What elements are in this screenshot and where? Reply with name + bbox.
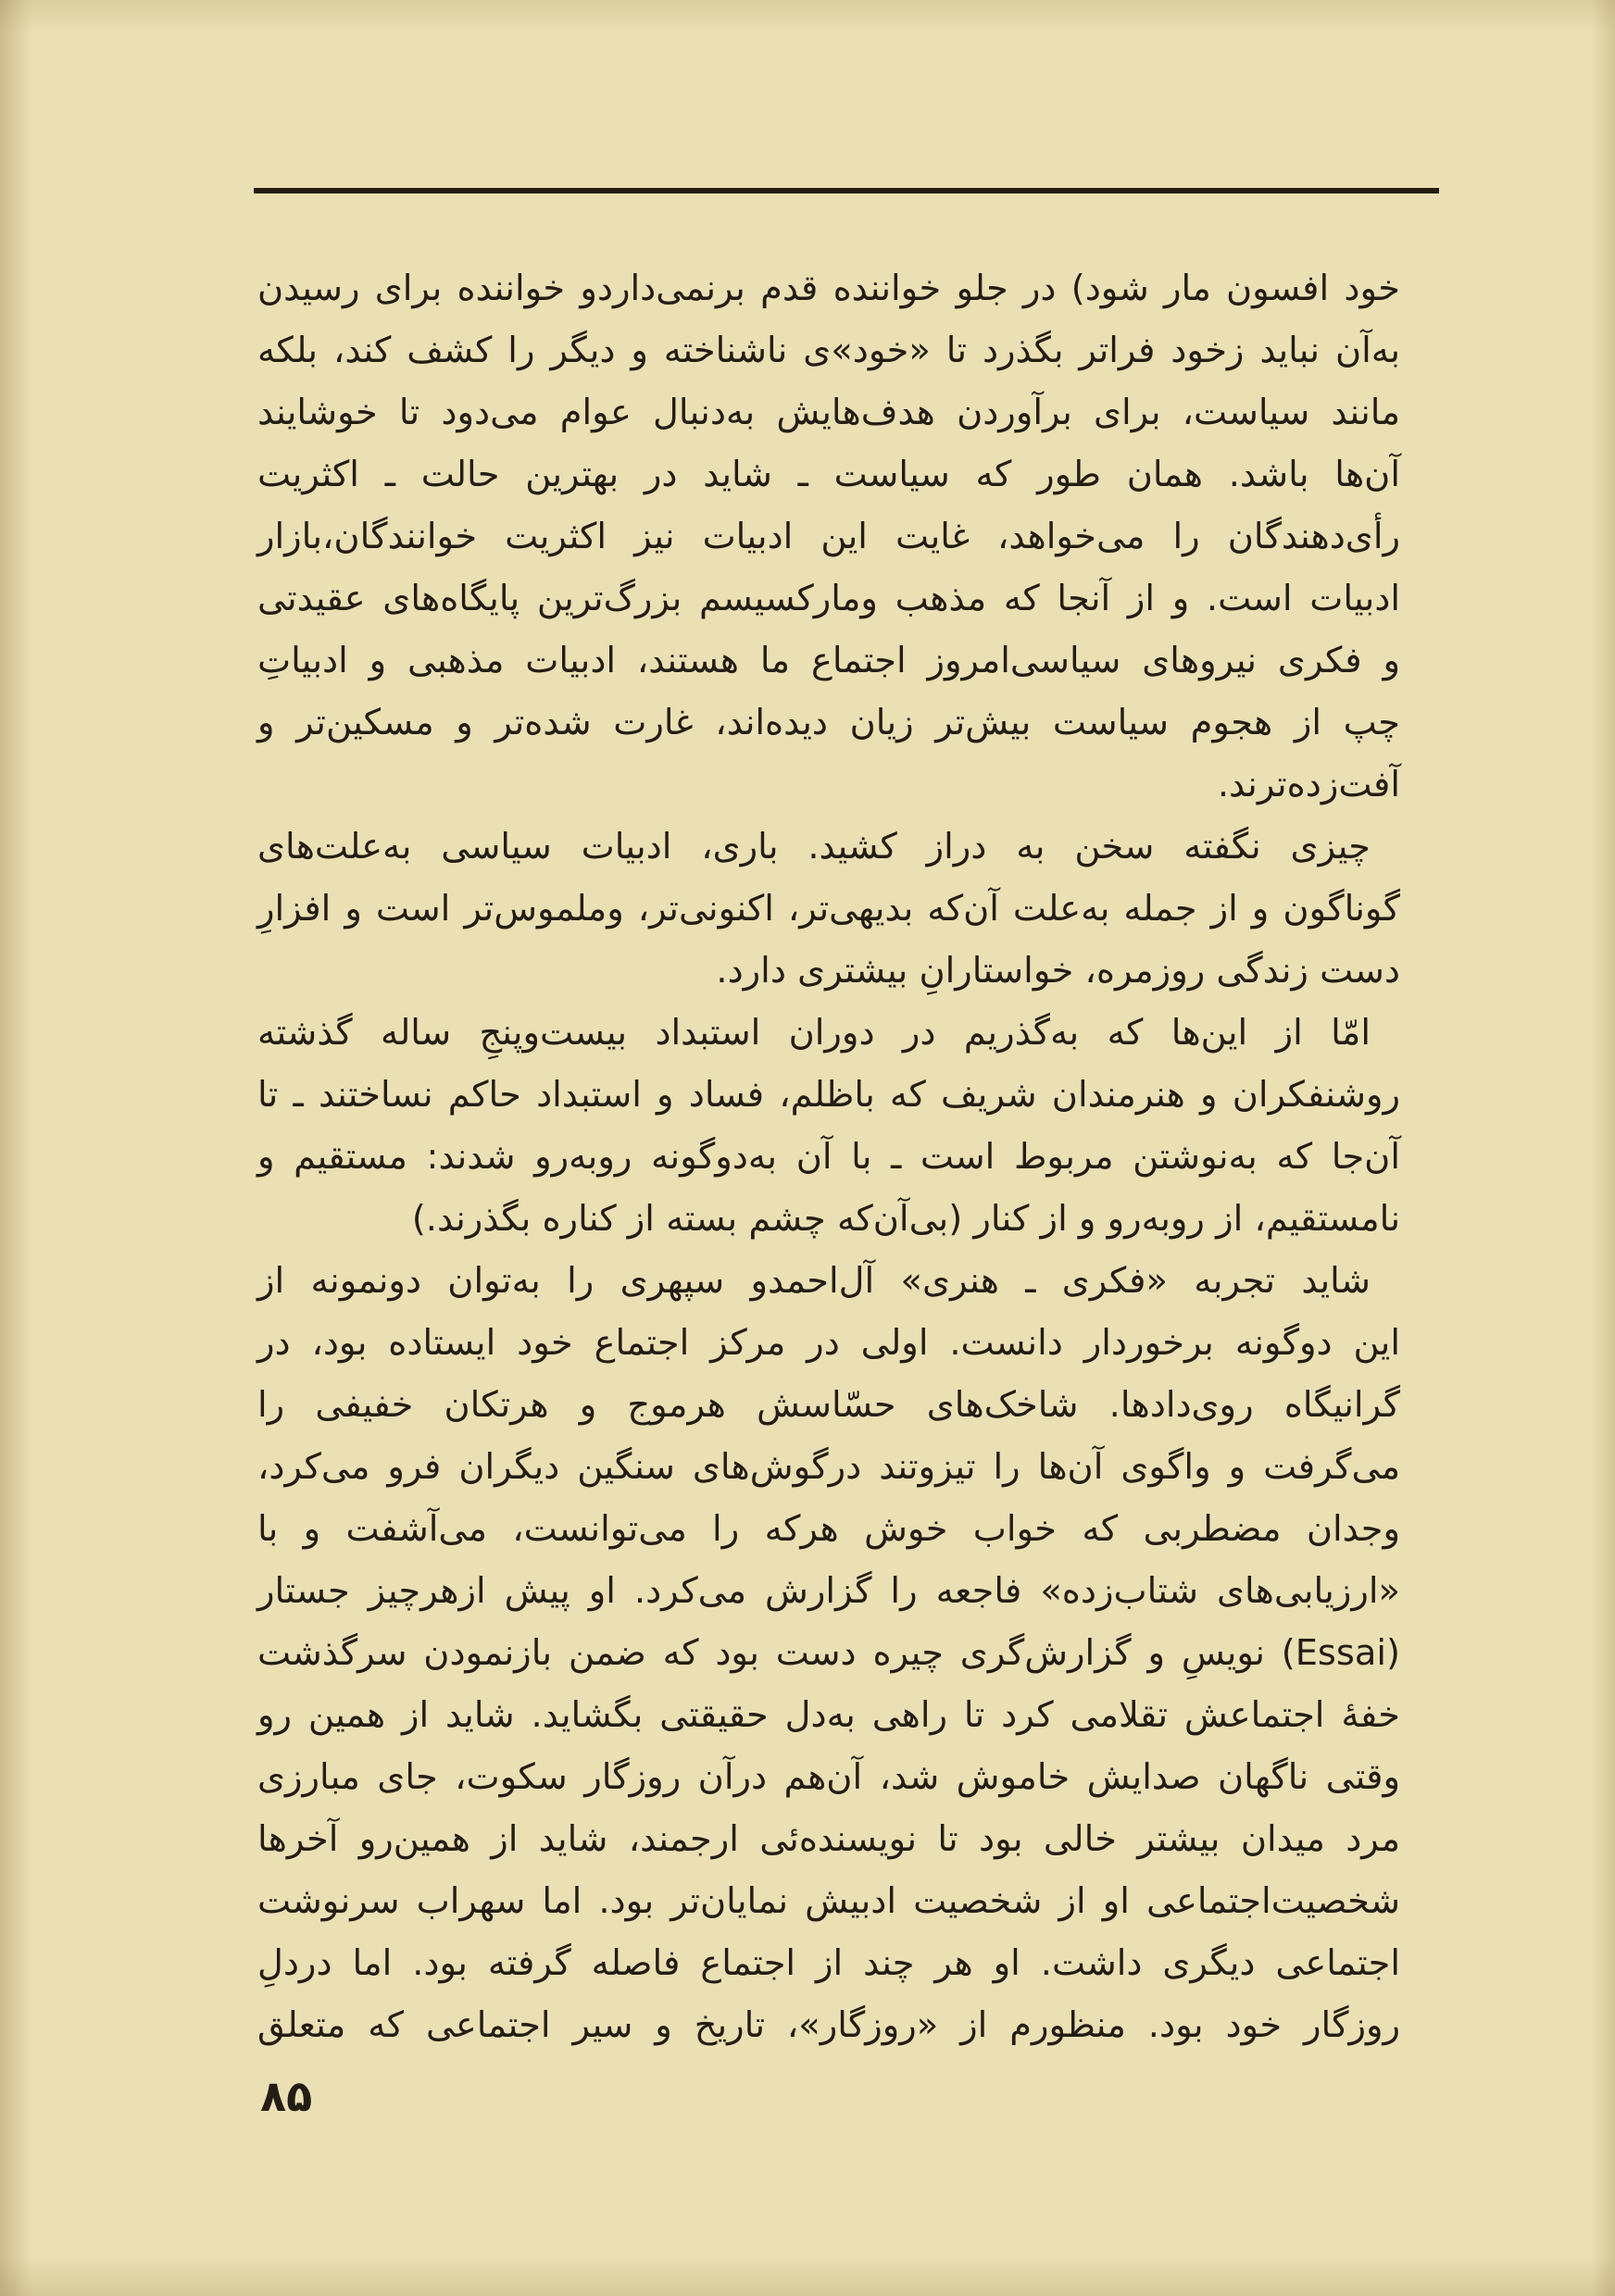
paragraph (257, 816, 1400, 1002)
paragraph (257, 1002, 1400, 1250)
text-line: آن‌ها باشد. همان طور که سیاست ـ شاید در بهترین حالت ـ اکثریت (257, 454, 1400, 495)
text-line: آفت‌زده‌ترند. (1217, 764, 1400, 805)
text-line: وقتی ناگهان صدایش خاموش شد، آن‌هم درآن روزگار سکوت، جای مبارزی (257, 1756, 1400, 1798)
text-line: خود افسون مار شود) در جلو خواننده قدم برنمی‌داردو خواننده برای رسیدن (257, 268, 1400, 309)
text-line: آن‌جا که به‌نوشتن مربوط است ـ با آن به‌دوگونه روبه‌رو شدند: مستقیم و (257, 1136, 1400, 1178)
text-line: نامستقیم، از روبه‌رو و از کنار (بی‌آن‌که چشم بسته از کناره بگذرند.) (411, 1198, 1400, 1240)
paragraph (257, 1250, 1400, 2056)
text-body (257, 257, 1400, 2056)
text-line: امّا از این‌ها که به‌گذریم در دوران استبداد بیست‌وپنجِ ساله گذشته (257, 1012, 1371, 1054)
text-line: و فکری نیروهای سیاسی‌امروز اجتماع ما هستند، ادبیات مذهبی و ادبیاتِ (257, 640, 1400, 681)
text-line: وجدان مضطربی که خواب خوش هرکه را می‌توانست، می‌آشفت و با (257, 1508, 1400, 1550)
text-line: گوناگون و از جمله به‌علت آن‌که بدیهی‌تر، اکنونی‌تر، وملموس‌تر است و افزارِ (257, 888, 1400, 930)
text-line: (Essai) نویسِ و گزارش‌گری چیره دست بود که ضمن بازنمودن سرگذشت (257, 1632, 1400, 1674)
text-line: چیزی نگفته سخن به دراز کشید. باری، ادبیات سیاسی به‌علت‌های (257, 826, 1371, 867)
text-line: رأی‌دهندگان را می‌خواهد، غایت این ادبیات نیز اکثریت خوانندگان،بازار (257, 516, 1400, 557)
text-line: شخصیت‌اجتماعی او از شخصیت ادبیش نمایان‌تر بود. اما سهراب سرنوشت (257, 1880, 1400, 1922)
text-line: اجتماعی دیگری داشت. او هر چند از اجتماع فاصله گرفته بود. اما دردلِ (257, 1942, 1400, 1984)
text-line: «ارزیابی‌های شتاب‌زده» فاجعه را گزارش می‌کرد. او پیش ازهرچیز جستار (257, 1570, 1400, 1612)
text-line: روشنفکران و هنرمندان شریف که باظلم، فساد و استبداد حاکم نساختند ـ تا (257, 1074, 1400, 1116)
paragraph (257, 257, 1400, 816)
text-line: چپ از هجوم سیاست بیش‌تر زیان دیده‌اند، غارت شده‌تر و مسکین‌تر و (257, 702, 1400, 743)
text-line: ادبیات است. و از آنجا که مذهب ومارکسیسم بزرگ‌ترین پایگاه‌های عقیدتی (257, 578, 1400, 619)
text-line: می‌گرفت و واگوی آن‌ها را تیزوتند درگوش‌های سنگین دیگران فرو می‌کرد، (257, 1446, 1400, 1488)
header-rule (254, 188, 1439, 193)
text-line: مرد میدان بیشتر خالی بود تا نویسنده‌ئی ارجمند، شاید از همین‌رو آخرها (257, 1818, 1400, 1860)
text-line: دست زندگی روزمره، خواستارانِ بیشتری دارد. (716, 950, 1400, 992)
text-line: این دوگونه برخوردار دانست. اولی در مرکز اجتماع خود ایستاده بود، در (257, 1322, 1400, 1364)
text-line: گرانیگاه روی‌دادها. شاخک‌های حسّاسش هرموج و هرتکان خفیفی را (257, 1384, 1400, 1426)
page-number: ۸۵ (260, 2071, 313, 2121)
text-line: روزگار خود بود. منظورم از «روزگار»، تاریخ و سیر اجتماعی که متعلق (257, 2004, 1400, 2046)
text-line: به‌آن نباید زخود فراتر بگذرد تا «خود»ی ناشناخته و دیگر را کشف کند، بلکه (257, 330, 1400, 371)
text-line: مانند سیاست، برای برآوردن هدف‌هایش به‌دنبال عوام می‌دود تا خوشایند (257, 392, 1400, 433)
text-line: شاید تجربه «فکری ـ هنری» آل‌احمدو سپهری را به‌توان دونمونه از (257, 1260, 1371, 1302)
text-line: خفهٔ اجتماعش تقلامی کرد تا راهی به‌دل حقیقتی بگشاید. شاید از همین رو (257, 1694, 1400, 1736)
